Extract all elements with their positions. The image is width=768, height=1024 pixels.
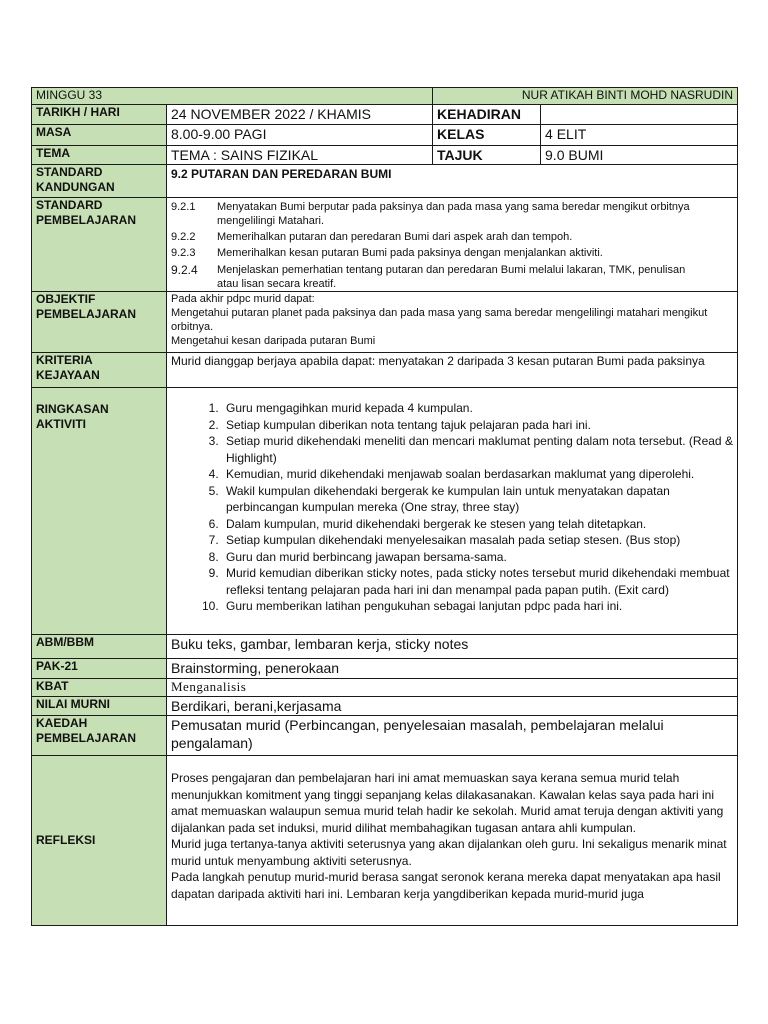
criteria-label-line1: KRITERIA (36, 353, 93, 367)
kbat-label: KBAT (32, 679, 167, 697)
values-value: Berdikari, berani,kerjasama (167, 697, 738, 716)
learning-standard-item (171, 246, 733, 260)
method-label-line1: KAEDAH (36, 716, 88, 730)
attendance-value (541, 105, 738, 125)
learning-standard-code: 9.2.3 (171, 247, 196, 259)
learning-standard-item (171, 230, 733, 244)
activity-label-line2: AKTIVITI (36, 417, 86, 431)
pak21-label: PAK-21 (32, 659, 167, 679)
list-item: 8. Guru dan murid berbincang jawapan bersama-sama. (222, 549, 733, 566)
learning-standard-code: 9.2.1 (171, 201, 196, 213)
theme-label: TEMA (32, 146, 167, 165)
content-standard-label-line1: STANDARD (36, 165, 103, 179)
activities-cell (167, 388, 738, 635)
date-value: 24 NOVEMBER 2022 / KHAMIS (167, 105, 433, 125)
class-value: 4 ELIT (541, 125, 738, 146)
activity-label (32, 388, 167, 635)
criteria-value: Murid dianggap berjaya apabila dapat: menyatakan 2 daripada 3 kesan putaran Bumi pada paksinya (167, 353, 738, 388)
learning-standard-label-line1: STANDARD (36, 198, 103, 212)
learning-standard-text: Memerihalkan putaran dan peredaran Bumi dari aspek arah dan tempoh. (217, 231, 573, 243)
learning-standard-label (32, 198, 167, 292)
learning-standard-item (171, 200, 733, 228)
time-value: 8.00-9.00 PAGI (167, 125, 433, 146)
list-item: 6. Dalam kumpulan, murid dikehendaki bergerak ke stesen yang telah ditetapkan. (222, 516, 733, 533)
reflection-label: REFLEKSI (32, 756, 167, 926)
attendance-label: KEHADIRAN (433, 105, 541, 125)
learning-standard-text: Menjelaskan pemerhatian tentang putaran dan peredaran Bumi melalui lakaran, TMK, penulisan (217, 264, 686, 276)
reflection-paragraph: Murid juga tertanya-tanya aktiviti seterusnya yang akan dijalankan oleh guru. Ini sekaligus menarik minat murid untuk menyambung aktiviti seterusnya. (171, 837, 727, 868)
list-item: 10. Guru memberikan latihan pengukuhan sebagai lanjutan pdpc pada hari ini. (222, 598, 733, 615)
content-standard-label (32, 165, 167, 198)
list-item: 1. Guru mengagihkan murid kepada 4 kumpulan. (222, 400, 733, 417)
learning-standard-code: 9.2.4 (171, 263, 198, 277)
reflection-value (167, 756, 738, 926)
time-label: MASA (32, 125, 167, 146)
objective-line: Pada akhir pdpc murid dapat: (171, 293, 315, 305)
topic-value: 9.0 BUMI (541, 146, 738, 165)
learning-standard-label-line2: PEMBELAJARAN (36, 213, 137, 227)
learning-standard-text: Menyatakan Bumi berputar pada paksinya dan pada masa yang sama beredar mengikut orbitnya (217, 201, 690, 213)
learning-standard-code: 9.2.2 (171, 231, 196, 243)
objective-label-line1: OBJEKTIF (36, 292, 96, 306)
week-label: MINGGU 33 (36, 88, 103, 102)
criteria-label-line2: KEJAYAAN (36, 368, 100, 382)
date-label: TARIKH / HARI (32, 105, 167, 125)
method-label-line2: PEMBELAJARAN (36, 731, 137, 745)
objective-value (167, 292, 738, 353)
learning-standard-text-cont: mengelilingi Matahari. (217, 215, 324, 227)
objective-label (32, 292, 167, 353)
lesson-plan-table (31, 87, 738, 926)
list-item: 2. Setiap kumpulan diberikan nota tentang tajuk pelajaran pada hari ini. (222, 417, 733, 434)
values-label: NILAI MURNI (32, 697, 167, 716)
content-standard-value: 9.2 PUTARAN DAN PEREDARAN BUMI (167, 165, 738, 198)
objective-label-line2: PEMBELAJARAN (36, 307, 137, 321)
learning-standards-list (167, 198, 738, 292)
abm-label: ABM/BBM (32, 635, 167, 659)
learning-standard-text-cont: atau lisan secara kreatif. (217, 278, 337, 290)
theme-value: TEMA : SAINS FIZIKAL (167, 146, 433, 165)
activity-label-line1: RINGKASAN (36, 402, 109, 416)
list-item: 3. Setiap murid dikehendaki meneliti dan mencari maklumat penting dalam nota tersebut. (Read & Highlight) (222, 433, 733, 466)
activities-list (171, 400, 733, 615)
criteria-label (32, 353, 167, 388)
kbat-value: Menganalisis (167, 679, 738, 697)
list-item: 9. Murid kemudian diberikan sticky notes, pada sticky notes tersebut murid dikehendaki membuat refleksi tentang pelajaran pada hari ini dan menampal pada papan putih. (Exit card) (222, 565, 733, 598)
content-standard-label-line2: KANDUNGAN (36, 180, 115, 194)
topic-label: TAJUK (433, 146, 541, 165)
pak21-value: Brainstorming, penerokaan (167, 659, 738, 679)
objective-line: Mengetahui putaran planet pada paksinya dan pada masa yang sama beredar mengelilingi matahari mengikut orbitnya. (171, 307, 708, 333)
class-label: KELAS (433, 125, 541, 146)
learning-standard-item (171, 263, 733, 291)
list-item: 5. Wakil kumpulan dikehendaki bergerak ke kumpulan lain untuk menyatakan dapatan perbincangan kumpulan mereka (One stray, three stay) (222, 483, 733, 516)
list-item: 4. Kemudian, murid dikehendaki menjawab soalan berdasarkan maklumat yang diperolehi. (222, 466, 733, 483)
week-cell (32, 88, 433, 105)
lesson-plan (31, 87, 737, 926)
objective-line: Mengetahui kesan daripada putaran Bumi (171, 335, 376, 347)
reflection-paragraph: Pada langkah penutup murid-murid berasa sangat seronok kerana mereka dapat menyatakan apa hasil dapatan daripada aktiviti hari ini. Lembaran kerja yangdiberikan kepada murid-murid juga (171, 870, 721, 901)
learning-standard-text: Memerihalkan kesan putaran Bumi pada paksinya dengan menjalankan aktiviti. (217, 247, 603, 259)
abm-value: Buku teks, gambar, lembaran kerja, sticky notes (167, 635, 738, 659)
teacher-cell (433, 88, 738, 105)
method-value: Pemusatan murid (Perbincangan, penyelesaian masalah, pembelajaran melalui pengalaman) (167, 716, 738, 756)
reflection-paragraph: Proses pengajaran dan pembelajaran hari ini amat memuaskan saya kerana semua murid telah menunjukkan komitment yang tinggi sepanjang kelas dilakasanakan. Kawalan kelas saya pada hari ini amat memuaskan walaupun semua murid telah hadir ke sekolah. Murid amat teruja dengan aktiviti yang dijalankan pada set induksi, murid dilihat membahagikan tugasan antara ahli kumpulan. (171, 771, 724, 835)
list-item: 7. Setiap kumpulan dikehendaki menyelesaikan masalah pada setiap stesen. (Bus stop) (222, 532, 733, 549)
method-label (32, 716, 167, 756)
teacher-name: NUR ATIKAH BINTI MOHD NASRUDIN (521, 88, 734, 102)
